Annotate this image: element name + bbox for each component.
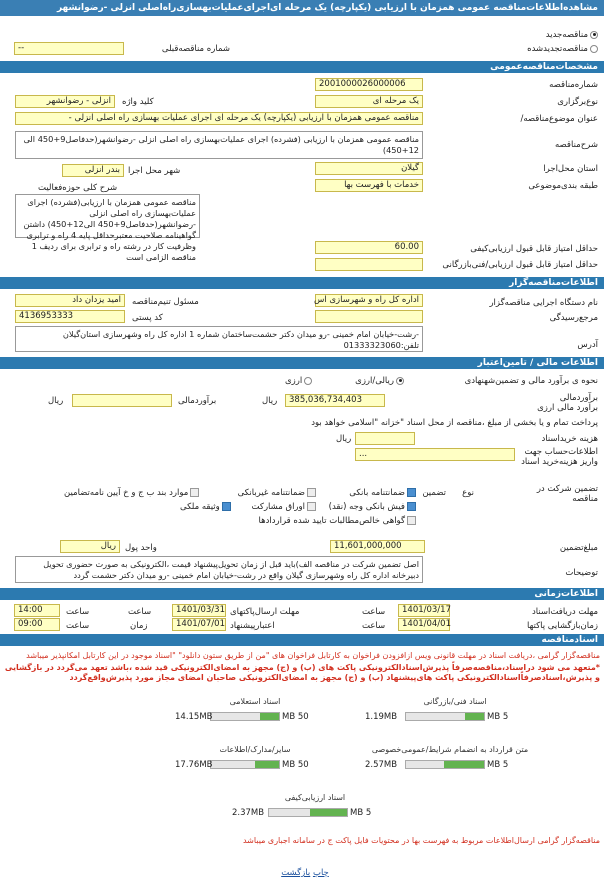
account-input[interactable]: ... [355,448,515,461]
file-bar-4 [268,808,348,817]
valid-date[interactable]: 1401/07/01 [172,618,226,631]
unit-input[interactable]: ریال [60,540,120,553]
scope-textarea[interactable]: مناقصه عمومی همزمان با ارزیابی(فشرده) اجرای عملیات‌بهسازی راه اصلی انزلی -رضوانشهر(حدفاصل9+450 الی12+450) داشتن گواهینامه صلاحیت معتبرحداقل پایه 4 راه و ترابری وظرفیت کار در رشته راه و ترابری برای ردیف 1 مناقصه الزامی است [15,194,200,238]
estimate-currency-radio[interactable]: ارزی [285,376,312,386]
file-fill-4 [310,809,347,816]
expl-label: توضیحات [565,568,598,578]
min-tech-label: حداقل امتیاز قابل قبول ارزیابی/فنی‌بازرگانی [442,260,598,270]
file-fill-3 [255,761,279,768]
category-input[interactable]: خدمات با فهرست بها [315,179,423,192]
footer-links [260,868,350,878]
org-input[interactable]: اداره کل راه و شهرسازی اس [315,294,423,307]
riali-est-text: برآوردمالی [178,396,217,406]
file-label-1: اسناد استعلامی [229,697,281,706]
file-used-0: 1.19MB [365,712,398,722]
g1-checkbox[interactable]: ضمانتنامه بانکی [349,488,416,498]
prev-number-label: شماره مناقصه‌قبلی [161,44,230,54]
file-bar-2 [405,760,485,769]
min-tech-input[interactable] [315,258,423,271]
file-max-4: 5 MB [350,808,372,818]
desc-label: شرح‌مناقصه [555,140,598,150]
open-time-label: ساعت [362,621,386,631]
file-label-2: متن قرارداد به انضمام شرایط/عمومی‌خصوصی [371,745,529,754]
subject-input[interactable]: مناقصه عمومی همزمان با ارزیابی (یکپارچه) یک مرحله ای اجرای عملیات بهسازی راه اصلی انزلی - [15,112,423,125]
file-label-3: سایر/مدارک/اطلاعات [219,745,291,754]
guarantee-label: تضمین شرکت در مناقصه [536,484,598,504]
file-fill-1 [260,713,279,720]
type-label: نوع‌برگزاری [557,97,598,107]
file-label-4: اسناد ارزیابی‌کیفی [284,793,346,802]
amount-rial: ریال [262,396,278,406]
postal-label: کد پستی [132,313,163,323]
expl-textarea[interactable]: اصل تضمین شرکت در مناقصه الف)باید قبل از زمان تحویل‌پیشنهاد قیمت ،الکترونیکی به صورت حضوری تحویل دبیرخانه اداره کل راه وشهرسازی گیلان واقع در رشت-خیابان امام خمینی -رو میدان دکتر حشمت گردد [15,556,423,583]
g2-checkbox[interactable]: ضمانتنامه غیربانکی [238,488,316,498]
receive-label: مهلت دریافت‌اسناد [531,607,598,617]
status-new-radio[interactable]: مناقصه‌جدید [546,30,598,40]
section-finance: اطلاعات مالی / تامین‌اعتبار [0,357,604,369]
city-input[interactable]: بندر انزلی [62,164,124,177]
page-title: مشاهده‌اطلاعات‌مناقصه عمومی همزمان با ارزیابی (یکپارچه) یک مرحله ای‌اجرای‌عملیات‌بهسازی‌راه‌اصلی انزلی -رضوانشهر [0,0,604,16]
scope-label: شرح کلی حوزه‌فعالیت [38,183,118,193]
notice-download: مناقصه‌گزار گرامی ،دریافت اسناد در مهلت قانونی ویس ازافزودن فراخوان به کارتابل فراخوان های "من از طریق ستون دانلود" "اسناد موجود در این کارتابل امکانپذیر میباشد [26,651,600,660]
org-label: نام دستگاه اجرایی مناقصه‌گزار [489,298,598,308]
type-input[interactable]: یک مرحله ای [315,95,423,108]
min-score-input[interactable]: 60.00 [315,241,423,254]
address-label: آدرس [577,340,598,350]
file-bar-0 [405,712,485,721]
file-used-3: 17.76MB [175,760,213,770]
file-used-2: 2.57MB [365,760,398,770]
file-used-4: 2.37MB [232,808,265,818]
address-textarea[interactable]: -رشت-خیابان امام خمینی -رو میدان دکتر حشمت‌ساختمان شماره 1 اداره کل راه وشهرسازی استان‌گیلان تلفن:01333323060 [15,326,423,352]
print-link[interactable]: چاپ [312,868,329,878]
file-bar-3 [210,760,280,769]
amount-g-label: مبلغ‌تضمین [559,543,598,553]
amount-input[interactable]: 385,036,734,403 [285,394,385,407]
g4-checkbox[interactable]: فیش بانکی وجه (نقد) [329,502,416,512]
file-used-1: 14.15MB [175,712,213,722]
ref-input[interactable] [315,310,423,323]
guarantee-type-label: نوع [462,488,474,498]
status-renewed-radio[interactable]: مناقصه‌تجدیدشده [527,44,598,54]
section-specs: مشخصات‌مناقصه‌عمومی [0,61,604,73]
notice-electronic: *متعهد می شود دراسناد،مناقصه‌صرفاً پذیرش‌اسنادالکترونیکی پاکت های (ب) و (ج) مجهز به امضای‌الکترونیکی قید شده ،باشد تعهد می‌گردد در بازگشایی و پذیرش،اسنادصرفاًاسنادالکترونیکی پاکت های‌پیشنهاد (ب) و (ج) مجهز به امضای‌الکترونیکی صاحبان امضای مجاز مورد پذیرش‌واقع‌گردد [4,663,600,682]
g7-checkbox[interactable]: گواهی خالص‌مطالبات تایید شده قراردادها [259,516,417,526]
doc-fee-input[interactable] [355,432,415,445]
province-label: استان محل‌اجرا [543,164,598,174]
finance-note: پرداخت تمام و یا بخشی از مبلغ ،مناقصه از محل اسناد "خزانه "اسلامی خواهد بود [311,418,598,428]
subject-label: عنوان موضوع‌مناقصه/ [520,114,598,124]
postal-input[interactable]: 4136953333 [15,310,125,323]
desc-textarea[interactable]: مناقصه عمومی همزمان با ارزیابی (فشرده) اجرای عملیات‌بهسازی راه اصلی انزلی -رضوانشهر(حدفاصل9+450 الی 12+450) [15,131,423,159]
notice-pricelist: مناقصه‌گزار گرامی ارسال‌اطلاعات مربوط به فهرست بها در محتویات فایل پاکت ج در سامانه اجباری میباشد [242,836,600,845]
prev-number-input[interactable]: -- [14,42,124,55]
riali-est-input[interactable] [72,394,172,407]
file-max-0: 5 MB [487,712,509,722]
back-link[interactable]: بازگشت [281,868,311,878]
valid-time-label: زمان [130,621,148,631]
guarantee-type-value: تضمین [422,488,446,498]
account-label: اطلاعات‌حساب جهت واریز هزینه‌خرید اسناد [521,447,598,467]
open-date[interactable]: 1401/04/01 [398,618,450,631]
file-max-2: 5 MB [487,760,509,770]
valid-time[interactable]: 09:00 [14,618,60,631]
resp-input[interactable]: امید یزدان داد [15,294,125,307]
g3-checkbox[interactable]: موارد بند ب ج و خ آیین نامه‌تضامین [64,488,199,498]
doc-fee-rial: ریال [336,434,352,444]
ref-label: مرجع‌رسیدگی [549,313,598,323]
min-score-label: حداقل امتیاز قابل قبول ارزیابی‌کیفی [470,244,598,254]
estimate-riali-radio[interactable]: ریالی/ارزی [355,376,404,386]
unit-label: واحد پول [125,543,157,553]
estimate-label: نحوه ی برآورد مالی و تضمین‌شهنهادی [464,376,598,386]
keyword-input[interactable]: انزلی - رضوانشهر [15,95,115,108]
valid-label: اعتبارپیشنهاد [230,621,275,631]
file-max-1: 50 MB [282,712,309,722]
province-input[interactable]: گیلان [315,162,423,175]
file-bar-1 [210,712,280,721]
riali-est-rial: ریال [48,396,64,406]
file-fill-0 [465,713,484,720]
keyword-label: کلید واژه [122,97,154,107]
section-documents: اسنادمناقصه [0,634,604,646]
category-label: طبقه بندی‌موضوعی [528,181,598,191]
file-fill-2 [444,761,484,768]
deliver-label: مهلت ارسال‌پاکتهای [230,607,300,617]
receive-time-label: ساعت [362,607,386,617]
city-label: شهر محل اجرا [128,166,181,176]
resp-label: مسئول تنیم‌مناقصه [132,297,199,307]
riali-est-label: برآورد مالی ارزی [537,403,598,413]
open-label: زمان‌بازگشایی پاکتها [527,621,598,631]
number-input[interactable]: 2001000026000006 [315,78,423,91]
receive-time[interactable]: 14:00 [14,604,60,617]
deliver-date[interactable]: 1401/03/31 [172,604,226,617]
amount-g-input[interactable]: 11,601,000,000 [330,540,425,553]
g5-checkbox[interactable]: اوراق مشارکت [252,502,316,512]
file-max-3: 50 MB [282,760,309,770]
section-timing: اطلاعات‌زمانی [0,588,604,600]
g6-checkbox[interactable]: وثیقه ملکی [180,502,231,512]
deliver-time-side-label: ساعت [66,607,90,617]
file-label-0: اسناد فنی/بازرگانی [423,697,487,706]
deliver-time-label: ساعت [128,607,152,617]
open-time-side-label: ساعت [66,621,90,631]
receive-date[interactable]: 1401/03/17 [398,604,450,617]
number-label: شماره‌مناقصه [549,80,598,90]
amount-label: برآوردمالی [559,393,598,403]
section-organizer: اطلاعات‌مناقصه‌گزار [0,277,604,289]
doc-fee-label: هزینه خریداسناد [541,434,598,444]
